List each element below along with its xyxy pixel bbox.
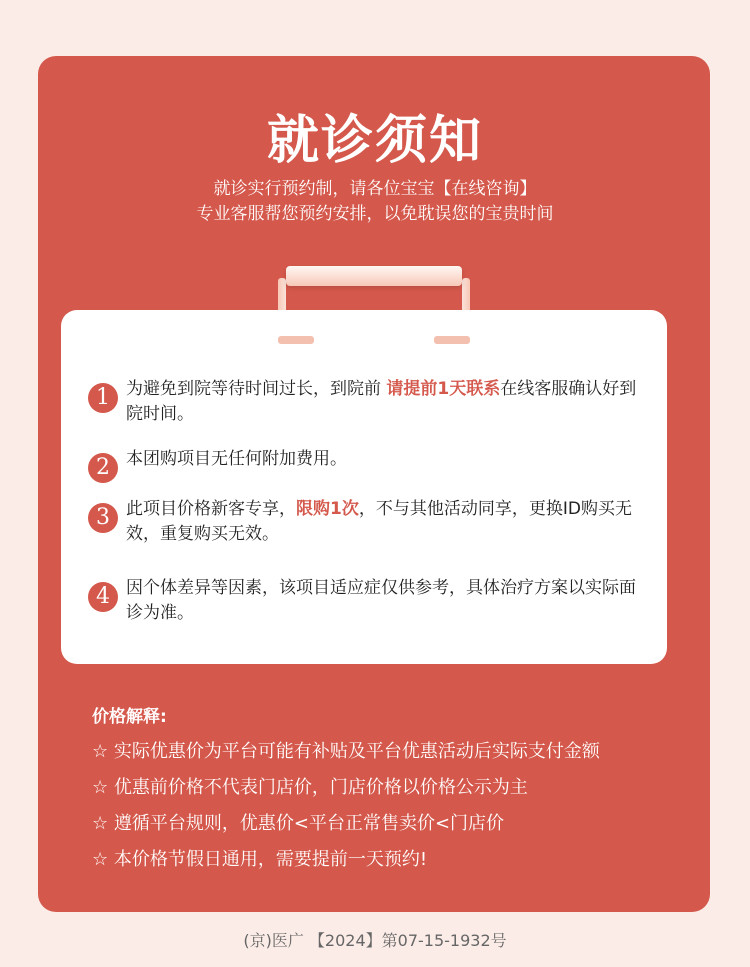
price-line: ☆ 本价格节假日通用，需要提前一天预约! — [92, 849, 428, 870]
price-explanation-title: 价格解释: — [92, 707, 167, 727]
scroll-frame-top — [286, 266, 462, 286]
price-line: ☆ 遵循平台规则，优惠价<平台正常售卖价<门店价 — [92, 813, 505, 834]
number-badge: 1 — [88, 383, 118, 413]
price-line: ☆ 优惠前价格不代表门店价，门店价格以价格公示为主 — [92, 777, 528, 798]
number-badge: 2 — [88, 453, 118, 483]
notice-highlight: 限购1次 — [296, 499, 359, 519]
notice-highlight: 请提前1天联系 — [386, 379, 501, 399]
scroll-frame-bottom-right — [434, 336, 470, 344]
notice-text: 为避免到院等待时间过长，到院前 请提前1天联系在线客服确认好到院时间。 — [126, 379, 637, 424]
subtitle-line-1: 就诊实行预约制，请各位宝宝【在线咨询】 — [213, 179, 537, 199]
scroll-frame-bottom-left — [278, 336, 314, 344]
price-line: ☆ 实际优惠价为平台可能有补贴及平台优惠活动后实际支付金额 — [92, 741, 600, 762]
number-badge: 3 — [88, 503, 118, 533]
page-title: 就诊须知 — [266, 110, 483, 171]
notice-text: 本团购项目无任何附加费用。 — [126, 449, 347, 469]
number-badge: 4 — [88, 582, 118, 612]
notice-text: 此项目价格新客专享，限购1次，不与其他活动同享，更换ID购买无效，重复购买无效。 — [126, 499, 632, 544]
notice-text: 因个体差异等因素，该项目适应症仅供参考，具体治疗方案以实际面诊为准。 — [126, 578, 636, 623]
license-footer: (京)医广 【2024】第07-15-1932号 — [243, 931, 507, 950]
subtitle-line-2: 专业客服帮您预约安排，以免耽误您的宝贵时间 — [196, 204, 554, 224]
